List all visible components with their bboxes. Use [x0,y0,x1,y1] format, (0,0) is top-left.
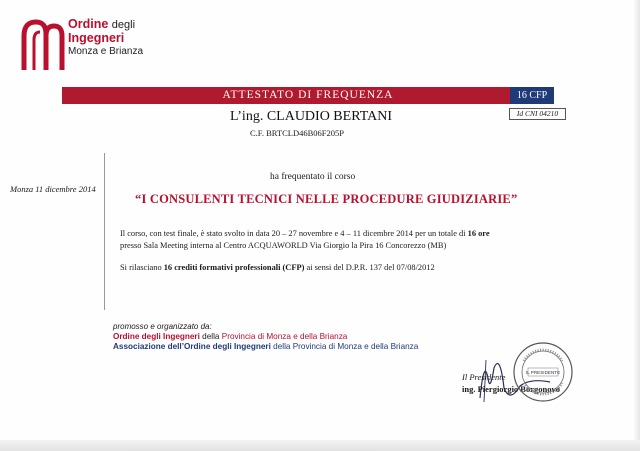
credits-line: Si rilasciano 16 crediti formativi professionali (CFP) ai sensi del D.P.R. 137 del 07/08/2012 [120,263,435,272]
president-label: Il Presidente [462,372,506,382]
logo-line-ingegneri: Ingegneri [68,31,125,45]
paper-edge [634,0,640,451]
course-details-line1: Il corso, con test finale, è stato svolto in data 20 – 27 novembre e 4 – 11 dicembre 2014 per un totale di 16 ore [120,229,490,238]
organizers-label: promosso e organizzato da: [113,322,212,331]
course-details-line2: presso Sala Meeting interna al Centro ACQUAWORLD Via Giorgio la Pira 16 Concorezzo (MB) [120,241,447,250]
president-name: ing. Piergiorgio Borgonovo [462,384,560,394]
title-banner [62,87,554,104]
ordine-logo [18,14,188,74]
id-code-box: Id CNI 04210 [509,108,566,120]
fiscal-code: C.F. BRTCLD46B06F205P [250,128,344,138]
ordine-logo-mark [18,14,66,72]
recipient-name: L’ing. CLAUDIO BERTANI [230,109,393,124]
logo-line-ordine: Ordine degli [68,17,136,31]
place-date: Monza 11 dicembre 2014 [10,184,96,194]
paper-bottom-edge [0,440,640,451]
course-title: “I CONSULENTI TECNICI NELLE PROCEDURE GIUDIZIARIE” [135,192,518,206]
left-divider [104,153,105,310]
logo-line-province: Monza e Brianza [68,46,144,57]
certificate-title: ATTESTATO DI FREQUENZA [222,89,394,101]
attended-text: ha frequentato il corso [270,172,356,182]
official-stamp [512,341,574,403]
organizer-ordine: Ordine degli Ingegneri della Provincia di Monza e della Brianza [113,332,348,341]
organizer-associazione: Associazione dell’Ordine degli Ingegneri della Provincia di Monza e della Brianza [113,342,419,351]
svg-text:IL PRESIDENTE: IL PRESIDENTE [525,370,561,375]
cfp-badge: 16 CFP [510,87,554,104]
